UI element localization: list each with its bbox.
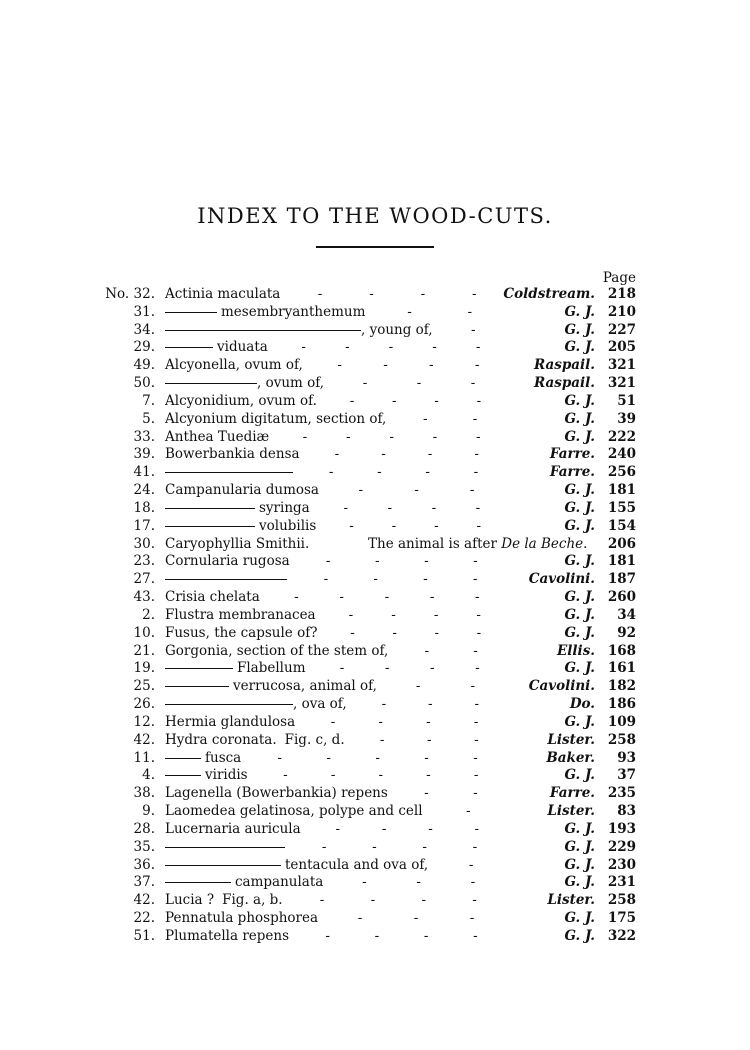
entry-number: 11. bbox=[133, 749, 155, 766]
ditto-rule bbox=[165, 383, 257, 384]
entry-name-text: mesembryanthemum bbox=[221, 303, 366, 320]
entry-page-number: 51 bbox=[617, 392, 636, 409]
entry-number: 2. bbox=[142, 606, 155, 623]
dot-leaders: - - - - - bbox=[301, 339, 481, 356]
entry-name bbox=[165, 660, 306, 678]
index-entry bbox=[0, 767, 750, 785]
entry-name-text: verrucosa, animal of, bbox=[233, 678, 377, 695]
entry-authority: G. J. bbox=[564, 927, 595, 944]
index-entry bbox=[0, 607, 750, 625]
index-entry bbox=[0, 500, 750, 518]
entry-page-number: 181 bbox=[607, 553, 636, 570]
entry-name-text: Alcyonella, ovum of, bbox=[165, 357, 303, 374]
entry-page-number: 186 bbox=[607, 696, 636, 713]
entry-authority: G. J. bbox=[564, 838, 595, 855]
entry-name bbox=[165, 750, 241, 768]
entry-page-number: 227 bbox=[607, 321, 636, 338]
ditto-rule bbox=[165, 526, 255, 527]
entry-number: 26. bbox=[133, 696, 155, 713]
entry-name bbox=[165, 857, 428, 875]
page-column-header: Page bbox=[602, 270, 636, 286]
entry-authority: Farre. bbox=[549, 446, 595, 463]
entry-number: 4. bbox=[142, 767, 155, 784]
index-entry bbox=[0, 375, 750, 393]
entry-name bbox=[165, 714, 295, 732]
entry-page-number: 93 bbox=[617, 749, 636, 766]
dot-leaders: - bbox=[471, 321, 476, 338]
entry-name-text: Pennatula phosphorea bbox=[165, 909, 319, 926]
entry-number: 50. bbox=[133, 375, 155, 392]
entry-page-number: 175 bbox=[607, 909, 636, 926]
entry-name bbox=[165, 643, 388, 661]
entry-name-text: , ova of, bbox=[293, 696, 347, 713]
entry-name bbox=[165, 696, 347, 714]
entry-name-text: Flabellum bbox=[237, 660, 306, 677]
entry-name-text: Anthea Tuediæ bbox=[165, 428, 270, 445]
index-entry bbox=[0, 625, 750, 643]
figure-reference: Fig. c, d. bbox=[284, 731, 345, 748]
entry-number: 42. bbox=[133, 892, 155, 909]
index-entry bbox=[0, 429, 750, 447]
entry-name bbox=[165, 357, 303, 375]
entry-name bbox=[165, 571, 287, 589]
index-entry bbox=[0, 839, 750, 857]
entry-number: 25. bbox=[133, 678, 155, 695]
entry-authority: G. J. bbox=[564, 874, 595, 891]
entry-authority: Cavolini. bbox=[528, 571, 595, 588]
dot-leaders: - - - bbox=[358, 482, 475, 499]
entry-number: 39. bbox=[133, 446, 155, 463]
entry-authority: Raspail. bbox=[533, 357, 595, 374]
entry-authority: G. J. bbox=[564, 517, 595, 534]
entry-name bbox=[165, 625, 317, 643]
dot-leaders: - - - - bbox=[330, 713, 479, 730]
entry-name-text: Hermia glandulosa bbox=[165, 713, 296, 730]
dot-leaders: - - - - - bbox=[283, 767, 479, 784]
entry-page-number: 229 bbox=[607, 838, 636, 855]
entry-page-number: 39 bbox=[617, 410, 636, 427]
dot-leaders: - - - - bbox=[317, 286, 477, 302]
entry-name bbox=[165, 393, 317, 411]
entry-name-text: Flustra membranacea bbox=[165, 606, 316, 623]
entry-name bbox=[165, 589, 260, 607]
entry-authority: Ellis. bbox=[557, 642, 595, 659]
entry-name bbox=[165, 553, 290, 571]
dot-leaders: - - - bbox=[379, 731, 479, 748]
entry-page-number: 206 bbox=[607, 535, 636, 552]
entry-name bbox=[165, 910, 318, 928]
index-entry bbox=[0, 874, 750, 892]
entry-authority: Cavolini. bbox=[528, 678, 595, 695]
dot-leaders: - - - - bbox=[339, 660, 480, 677]
entry-name-text: viduata bbox=[217, 339, 268, 356]
entry-number: 49. bbox=[133, 357, 155, 374]
entry-page-number: 230 bbox=[607, 856, 636, 873]
entry-number: 23. bbox=[133, 553, 155, 570]
index-entry bbox=[0, 750, 750, 768]
entry-name bbox=[165, 536, 309, 554]
index-entry bbox=[0, 643, 750, 661]
index-entry bbox=[0, 357, 750, 375]
entry-number: 24. bbox=[133, 482, 155, 499]
entry-number: 38. bbox=[133, 785, 155, 802]
entry-number: 18. bbox=[133, 499, 155, 516]
entry-name-text: Plumatella repens bbox=[165, 927, 290, 944]
entry-page-number: 181 bbox=[607, 482, 636, 499]
entry-authority: Lister. bbox=[547, 803, 595, 820]
entry-number: 22. bbox=[133, 909, 155, 926]
entry-authority: G. J. bbox=[564, 606, 595, 623]
entry-page-number: 34 bbox=[617, 606, 636, 623]
entry-number: 42. bbox=[133, 731, 155, 748]
entry-authority: G. J. bbox=[564, 856, 595, 873]
dot-leaders: - bbox=[465, 803, 471, 820]
entry-name bbox=[165, 464, 293, 482]
entry-name-text: viridis bbox=[205, 767, 248, 784]
entry-number: 30. bbox=[133, 535, 155, 552]
entry-name bbox=[165, 429, 269, 447]
entry-name bbox=[165, 446, 300, 464]
entry-name bbox=[165, 286, 280, 304]
entry-authority: G. J. bbox=[564, 499, 595, 516]
entry-name bbox=[165, 322, 433, 340]
entry-page-number: 240 bbox=[607, 446, 636, 463]
entry-number: 41. bbox=[133, 464, 155, 481]
entry-page-number: 193 bbox=[607, 820, 636, 837]
entry-name-text: , ovum of, bbox=[257, 375, 325, 392]
index-entry bbox=[0, 411, 750, 429]
dot-leaders: - - - - bbox=[349, 517, 482, 534]
entry-name-text: volubilis bbox=[259, 517, 317, 534]
index-entry bbox=[0, 553, 750, 571]
entry-authority: G. J. bbox=[564, 909, 595, 926]
index-entries bbox=[0, 286, 750, 946]
entry-page-number: 321 bbox=[607, 375, 636, 392]
entry-number: 33. bbox=[133, 428, 155, 445]
entry-number: 43. bbox=[133, 589, 155, 606]
entry-name-text: Laomedea gelatinosa, polype and cell bbox=[165, 803, 423, 820]
entry-number: 31. bbox=[133, 303, 155, 320]
ditto-rule bbox=[165, 347, 213, 348]
entry-number: 36. bbox=[133, 856, 155, 873]
entry-number: No. 32. bbox=[105, 286, 155, 302]
entry-page-number: 231 bbox=[607, 874, 636, 891]
entry-authority: Farre. bbox=[549, 464, 595, 481]
entry-authority: G. J. bbox=[564, 767, 595, 784]
entry-name-text: Lucernaria auricula bbox=[165, 820, 301, 837]
entry-page-number: 321 bbox=[607, 357, 636, 374]
entry-number: 9. bbox=[142, 803, 155, 820]
index-entry bbox=[0, 660, 750, 678]
entry-number: 17. bbox=[133, 517, 155, 534]
entry-authority: G. J. bbox=[564, 339, 595, 356]
entry-name bbox=[165, 785, 388, 803]
entry-name-text: syringa bbox=[259, 499, 310, 516]
index-entry bbox=[0, 928, 750, 946]
entry-name bbox=[165, 518, 316, 536]
index-entry bbox=[0, 589, 750, 607]
entry-name-text: campanulata bbox=[235, 874, 324, 891]
ditto-rule bbox=[165, 330, 361, 331]
index-entry bbox=[0, 518, 750, 536]
entry-page-number: 235 bbox=[607, 785, 636, 802]
dot-leaders: - - - - bbox=[350, 624, 482, 641]
index-entry bbox=[0, 393, 750, 411]
entry-authority: Lister. bbox=[547, 892, 595, 909]
entry-page-number: 222 bbox=[607, 428, 636, 445]
entry-authority: G. J. bbox=[564, 553, 595, 570]
entry-number: 7. bbox=[142, 392, 155, 409]
ditto-rule bbox=[165, 882, 231, 883]
entry-page-number: 260 bbox=[607, 589, 636, 606]
index-entry bbox=[0, 536, 750, 554]
dot-leaders: - - - - bbox=[328, 464, 479, 481]
dot-leaders: - - - bbox=[362, 375, 476, 392]
entry-page-number: 83 bbox=[617, 803, 636, 820]
entry-number: 35. bbox=[133, 838, 155, 855]
entry-number: 37. bbox=[133, 874, 155, 891]
entry-name bbox=[165, 411, 386, 429]
entry-page-number: 92 bbox=[617, 624, 636, 641]
entry-name-text: , young of, bbox=[361, 321, 433, 338]
dot-leaders: - - - - bbox=[325, 927, 478, 944]
index-entry bbox=[0, 892, 750, 910]
dot-leaders: - - bbox=[415, 678, 475, 695]
entry-number: 28. bbox=[133, 820, 155, 837]
entry-page-number: 258 bbox=[607, 731, 636, 748]
ditto-rule bbox=[165, 312, 217, 313]
entry-page-number: 154 bbox=[607, 517, 636, 534]
entry-number: 19. bbox=[133, 660, 155, 677]
entry-page-number: 322 bbox=[607, 927, 636, 944]
entry-authority: G. J. bbox=[564, 482, 595, 499]
dot-leaders: - - - - bbox=[321, 838, 478, 855]
entry-page-number: 258 bbox=[607, 892, 636, 909]
dot-leaders: - - - - - bbox=[302, 428, 481, 445]
ditto-rule bbox=[165, 472, 293, 473]
entry-name-text: Lagenella (Bowerbankia) repens bbox=[165, 785, 388, 802]
dot-leaders: - bbox=[468, 856, 474, 873]
entry-note: The animal is after De la Beche. bbox=[368, 535, 588, 552]
entry-name-text: tentacula and ova of, bbox=[285, 856, 429, 873]
entry-name-text: Gorgonia, section of the stem of, bbox=[165, 642, 389, 659]
index-entry bbox=[0, 446, 750, 464]
ditto-rule bbox=[165, 668, 233, 669]
entry-name-text: Alcyonium digitatum, section of, bbox=[165, 410, 387, 427]
entry-name-text: Crisia chelata bbox=[165, 589, 260, 606]
entry-authority: Do. bbox=[569, 696, 595, 713]
dot-leaders: - - - - bbox=[343, 499, 481, 516]
entry-name bbox=[165, 500, 310, 518]
entry-authority: G. J. bbox=[564, 660, 595, 677]
ditto-rule bbox=[165, 508, 255, 509]
entry-authority: G. J. bbox=[564, 589, 595, 606]
index-entry bbox=[0, 785, 750, 803]
entry-name bbox=[165, 482, 319, 500]
dot-leaders: - - - - - bbox=[294, 589, 480, 606]
entry-name-text: Bowerbankia densa bbox=[165, 446, 300, 463]
dot-leaders: - - - bbox=[357, 909, 475, 926]
dot-leaders: - - - - bbox=[325, 553, 478, 570]
entry-name-text: Cornularia rugosa bbox=[165, 553, 290, 570]
entry-authority: G. J. bbox=[564, 624, 595, 641]
entry-name-text: Fusus, the capsule of? bbox=[165, 624, 318, 641]
entry-name bbox=[165, 839, 285, 857]
index-entry bbox=[0, 464, 750, 482]
ditto-rule bbox=[165, 704, 293, 705]
title-rule bbox=[316, 246, 434, 248]
entry-number: 5. bbox=[142, 410, 155, 427]
entry-name bbox=[165, 874, 323, 892]
entry-authority: Coldstream. bbox=[503, 286, 595, 302]
entry-name bbox=[165, 678, 377, 696]
index-entry bbox=[0, 714, 750, 732]
index-entry bbox=[0, 322, 750, 340]
dot-leaders: - - - - bbox=[319, 892, 477, 909]
entry-authority: G. J. bbox=[564, 428, 595, 445]
index-entry bbox=[0, 286, 750, 304]
entry-authority: Farre. bbox=[549, 785, 595, 802]
entry-page-number: 182 bbox=[607, 678, 636, 695]
ditto-rule bbox=[165, 579, 287, 580]
entry-page-number: 187 bbox=[607, 571, 636, 588]
dot-leaders: - - - - bbox=[323, 571, 478, 588]
index-entry bbox=[0, 910, 750, 928]
dot-leaders: - - - - - bbox=[277, 749, 478, 766]
entry-page-number: 205 bbox=[607, 339, 636, 356]
entry-authority: Raspail. bbox=[533, 375, 595, 392]
dot-leaders: - - - - bbox=[349, 392, 482, 409]
dot-leaders: - - - - bbox=[337, 357, 480, 374]
entry-name bbox=[165, 732, 345, 750]
entry-name-text: fusca bbox=[205, 749, 242, 766]
dot-leaders: - - - bbox=[362, 874, 476, 891]
entry-page-number: 109 bbox=[607, 713, 636, 730]
dot-leaders: - - - - bbox=[335, 820, 480, 837]
index-entry bbox=[0, 732, 750, 750]
entry-name-text: Caryophyllia Smithii. bbox=[165, 535, 310, 552]
entry-page-number: 155 bbox=[607, 499, 636, 516]
entry-authority: G. J. bbox=[564, 303, 595, 320]
entry-number: 34. bbox=[133, 321, 155, 338]
index-entry bbox=[0, 304, 750, 322]
entry-number: 12. bbox=[133, 713, 155, 730]
entry-name-text: Hydra coronata. bbox=[165, 731, 277, 748]
entry-name bbox=[165, 375, 324, 393]
entry-number: 21. bbox=[133, 642, 155, 659]
dot-leaders: - - - - bbox=[334, 446, 479, 463]
entry-name bbox=[165, 304, 365, 322]
entry-page-number: 218 bbox=[607, 286, 636, 302]
index-entry bbox=[0, 857, 750, 875]
dot-leaders: - - bbox=[407, 303, 473, 320]
entry-name-text: Actinia maculata bbox=[165, 286, 281, 302]
entry-number: 10. bbox=[133, 624, 155, 641]
ditto-rule bbox=[165, 686, 229, 687]
index-entry bbox=[0, 339, 750, 357]
index-entry bbox=[0, 571, 750, 589]
entry-authority: G. J. bbox=[564, 410, 595, 427]
ditto-rule bbox=[165, 775, 201, 776]
entry-name bbox=[165, 928, 289, 946]
entry-authority: Lister. bbox=[547, 731, 595, 748]
entry-page-number: 161 bbox=[607, 660, 636, 677]
index-entry bbox=[0, 482, 750, 500]
entry-authority: G. J. bbox=[564, 820, 595, 837]
entry-name-text: Alcyonidium, ovum of. bbox=[165, 392, 317, 409]
ditto-rule bbox=[165, 865, 281, 866]
page-title: INDEX TO THE WOOD-CUTS. bbox=[197, 204, 553, 228]
entry-number: 51. bbox=[133, 927, 155, 944]
entry-name bbox=[165, 821, 301, 839]
index-entry bbox=[0, 821, 750, 839]
dot-leaders: - - bbox=[424, 785, 478, 802]
entry-number: 27. bbox=[133, 571, 155, 588]
index-entry bbox=[0, 678, 750, 696]
dot-leaders: - - - bbox=[381, 696, 480, 713]
entry-name bbox=[165, 767, 248, 785]
entry-page-number: 37 bbox=[617, 767, 636, 784]
entry-page-number: 168 bbox=[607, 642, 636, 659]
entry-name bbox=[165, 607, 316, 625]
entry-authority: G. J. bbox=[564, 321, 595, 338]
entry-name bbox=[165, 803, 423, 821]
index-entry bbox=[0, 696, 750, 714]
dot-leaders: - - bbox=[424, 642, 478, 659]
entry-name bbox=[165, 892, 283, 910]
entry-authority: G. J. bbox=[564, 713, 595, 730]
dot-leaders: - - - - bbox=[348, 606, 481, 623]
ditto-rule bbox=[165, 847, 285, 848]
entry-name-text: Lucia ? bbox=[165, 892, 215, 909]
entry-number: 29. bbox=[133, 339, 155, 356]
figure-reference: Fig. a, b. bbox=[222, 892, 283, 909]
entry-authority: G. J. bbox=[564, 392, 595, 409]
dot-leaders: - - bbox=[422, 410, 478, 427]
entry-page-number: 210 bbox=[607, 303, 636, 320]
entry-name-text: Campanularia dumosa bbox=[165, 482, 319, 499]
entry-name bbox=[165, 339, 268, 357]
entry-authority: Baker. bbox=[546, 749, 595, 766]
ditto-rule bbox=[165, 758, 201, 759]
entry-page-number: 256 bbox=[607, 464, 636, 481]
index-entry bbox=[0, 803, 750, 821]
